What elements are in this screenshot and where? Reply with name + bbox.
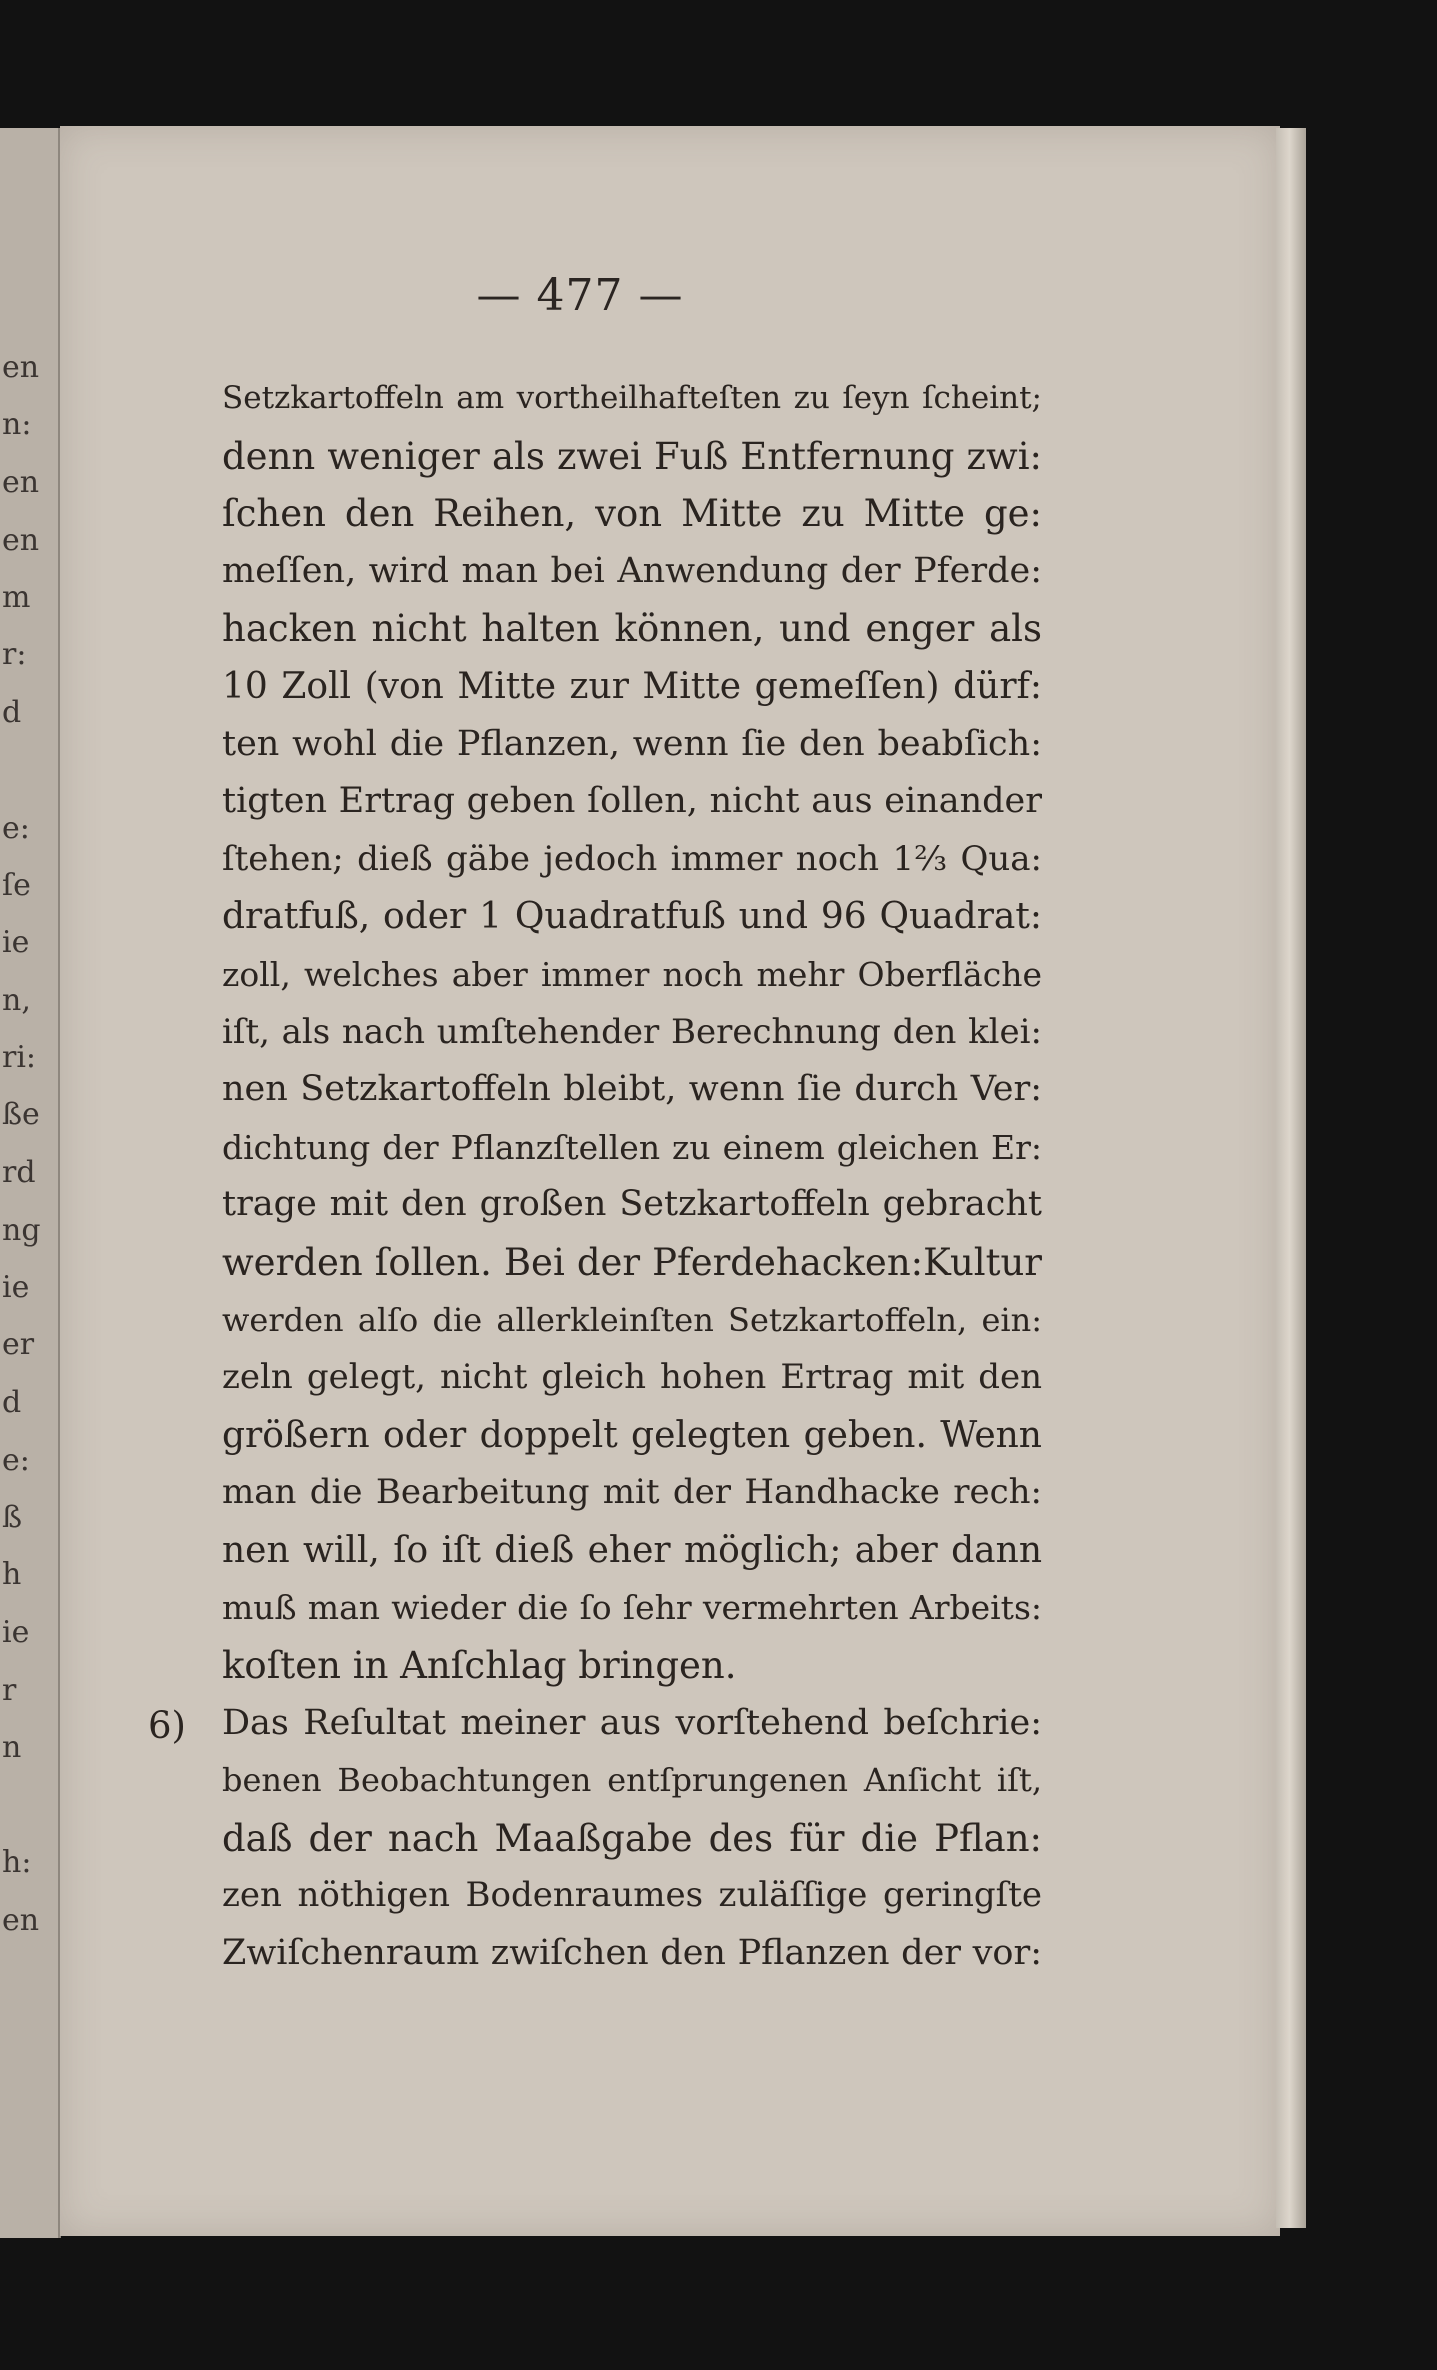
prev-page-fragment: n: <box>2 407 32 442</box>
text-line: werden ſollen. Bei der Pferdehacken:Kultur <box>222 1240 1042 1284</box>
text-line: ſtehen; dieß gäbe jedoch immer noch 1⅔ Qua: <box>222 838 1042 879</box>
prev-page-fragment: ße <box>2 1097 40 1132</box>
prev-page-fragment: en <box>2 523 40 558</box>
prev-page-fragment: ri: <box>2 1040 37 1075</box>
previous-page-edge <box>0 128 61 2238</box>
text-line: zeln gelegt, nicht gleich hohen Ertrag mit den <box>222 1357 1042 1398</box>
text-line: denn weniger als zwei Fuß Entfernung zwi: <box>222 434 1042 478</box>
prev-page-fragment: en <box>2 350 40 385</box>
text-line: werden alſo die allerkleinſten Setzkartoffeln, ein: <box>222 1300 1042 1339</box>
text-line: man die Bearbeitung mit der Handhacke rech: <box>222 1472 1042 1513</box>
text-line: nen will, ſo iſt dieß eher möglich; aber dann <box>222 1529 1042 1571</box>
text-line: koſten in Anſchlag bringen. <box>222 1644 737 1688</box>
text-line: Das Reſultat meiner aus vorſtehend beſchrie: <box>222 1702 1042 1743</box>
prev-page-fragment: ie <box>2 925 30 960</box>
prev-page-fragment: er <box>2 1327 35 1362</box>
prev-page-fragment: r <box>2 1673 17 1708</box>
prev-page-fragment: en <box>2 465 40 500</box>
text-line: ſchen den Reihen, von Mitte zu Mitte ge: <box>222 492 1042 536</box>
prev-page-fragment: ie <box>2 1615 30 1650</box>
prev-page-fragment: ſe <box>2 868 31 903</box>
text-line: Zwiſchenraum zwiſchen den Pflanzen der vor: <box>222 1933 1042 1974</box>
text-line: iſt, als nach umſtehender Berechnung den klei: <box>222 1011 1042 1052</box>
prev-page-fragment: en <box>2 1903 40 1938</box>
prev-page-fragment: m <box>2 580 31 615</box>
page-stack-edge <box>1276 128 1306 2228</box>
text-line: zoll, welches aber immer noch mehr Oberfläche <box>222 954 1042 994</box>
text-line: nen Setzkartoffeln bleibt, wenn ſie durch Ver: <box>222 1069 1042 1110</box>
prev-page-fragment: h <box>2 1557 22 1592</box>
text-line: tigten Ertrag geben ſollen, nicht aus einander <box>222 781 1042 822</box>
text-line: daß der nach Maaßgabe des für die Pflan: <box>222 1816 1042 1860</box>
prev-page-fragment: ie <box>2 1270 30 1305</box>
text-line: 10 Zoll (von Mitte zur Mitte gemeſſen) dürf: <box>222 665 1042 707</box>
text-line: benen Beobachtungen entſprungenen Anſicht iſt, <box>222 1761 1042 1800</box>
prev-page-fragment: n, <box>2 983 31 1018</box>
text-line: meſſen, wird man bei Anwendung der Pferde: <box>222 550 1042 591</box>
page-number: — 477 — <box>476 270 684 321</box>
text-line: dichtung der Pflanzſtellen zu einem gleichen Er: <box>222 1127 1042 1167</box>
prev-page-fragment: n <box>2 1730 22 1765</box>
text-line: trage mit den großen Setzkartoffeln gebracht <box>222 1184 1042 1225</box>
prev-page-fragment: r: <box>2 637 27 672</box>
text-line: größern oder doppelt gelegten geben. Wenn <box>222 1414 1042 1456</box>
prev-page-fragment: ng <box>2 1213 41 1248</box>
text-line: zen nöthigen Bodenraumes zuläſſige geringſte <box>222 1875 1042 1916</box>
prev-page-fragment: e: <box>2 1443 30 1478</box>
text-line: Setzkartoffeln am vortheilhafteſten zu ſeyn ſcheint; <box>222 380 1042 416</box>
prev-page-fragment: d <box>2 695 22 730</box>
text-line: ten wohl die Pflanzen, wenn ſie den beabſich: <box>222 723 1042 764</box>
prev-page-fragment: d <box>2 1385 22 1420</box>
prev-page-fragment: e: <box>2 811 30 846</box>
item-number: 6) <box>148 1704 186 1747</box>
text-line: muß man wieder die ſo ſehr vermehrten Arbeits: <box>222 1588 1042 1628</box>
text-line: dratfuß, oder 1 Quadratfuß und 96 Quadrat: <box>222 896 1042 938</box>
prev-page-fragment: rd <box>2 1155 36 1190</box>
text-line: hacken nicht halten können, und enger als <box>222 607 1042 651</box>
prev-page-fragment: h: <box>2 1845 32 1880</box>
prev-page-fragment: ß <box>2 1500 23 1535</box>
page-body <box>222 370 1042 1983</box>
